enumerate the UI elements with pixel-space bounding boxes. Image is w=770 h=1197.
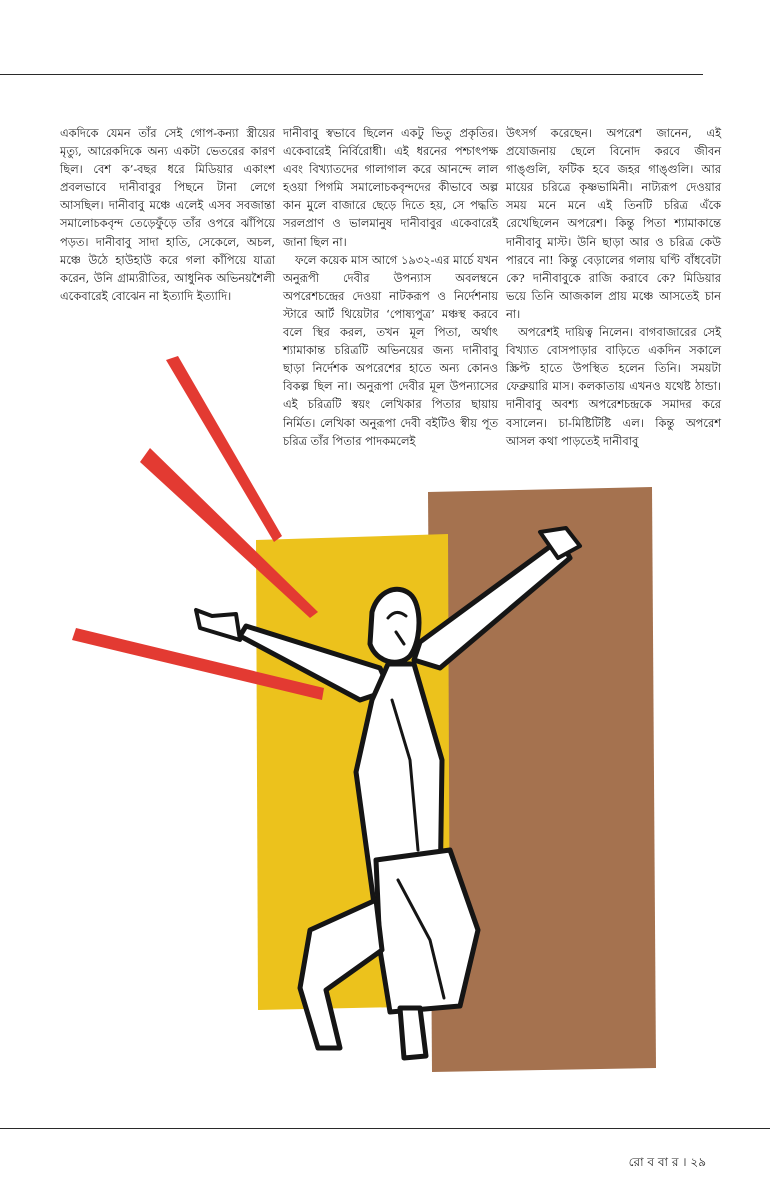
footer-separator: । [682,1155,687,1169]
page-footer [629,1154,706,1174]
magazine-name: রো ব বা র [628,1155,679,1169]
yellow-paper-sheet [256,534,450,1010]
text-column-1 [60,124,275,305]
page-number: ২৯ [690,1155,706,1169]
brown-paper-sheet [428,487,656,1072]
paragraph: উৎসর্গ করেছেন। অপরেশ জানেন, এই প্রযোজনায় ছেলে বিনোদ করবে জীবন গাঙ্গুলি, ফটিক হবে জহর গাঙ্গুলি। আর মায়ের চরিত্রে কৃষ্ণভামিনী। নাট্যরূপ দেওয়ার সময় মনে মনে এই তিনটি চরিত্র এঁকে রেখেছিলেন অপরেশ। কিন্তু পিতা শ্যামাকান্তে দানীবাবু মাস্ট। উনি ছাড়া আর ও চরিত্র কেউ পারবে না! কিন্তু বেড়ালের গলায় ঘণ্টি বাঁধবেটা কে? দানীবাবুকে রাজি করাবে কে? মিডিয়ার ভয়ে তিনি আজকাল প্রায় মঞ্চে আসতেই চান না। [506,126,721,321]
paragraph: ফলে কয়েক মাস আগে ১৯৩২-এর মার্চে যখন অনুরূপী দেবীর উপন্যাস অবলম্বনে অপরেশচন্দ্রের দেওয়া নাটকরূপ ও নির্দেশনায় স্টারে আর্ট থিয়েটার ‘পোষ্যপুত্র’ মঞ্চস্থ করবে বলে স্থির করল, তখন মূল পিতা, অর্থাৎ শ্যামাকান্ত চরিত্রটি অভিনয়ের জন্য দানীবাবু ছাড়া নির্দেশক অপরেশের হাতে অন্য কোনও বিকল্প ছিল না। অনুরূপা দেবীর মূল উপন্যাসের এই চরিত্রটি স্বয়ং লেখিকার পিতার ছায়ায় নির্মিত। লেখিকা অনুরূপা দেবী বইটিও স্বীয় পূত চরিত্র তাঁর পিতার পাদকমলেই [283,252,498,448]
red-paper-strip [166,356,282,542]
text-column-3 [506,124,721,450]
top-rule [0,74,703,75]
text-column-2 [283,124,498,450]
red-paper-strip [140,448,318,618]
bottom-rule [0,1128,770,1129]
paragraph: অপরেশই দায়িত্ব নিলেন। বাগবাজারের সেই বিখ্যাত বোসপাড়ার বাড়িতে একদিন সকালে স্ক্রিপ্ট হাতে উপস্থিত হলেন তিনি। সময়টা ফেব্রুয়ারি মাস। কলকাতায় এখনও যথেষ্ট ঠান্ডা। দানীবাবু অবশ্য অপরেশচন্দ্রকে সমাদর করে বসালেন। চা-মিষ্টিটিষ্টি এল। কিন্তু অপরেশ আসল কথা পাড়তেই দানীবাবু [506,325,721,448]
dancing-figure [196,528,580,1058]
paragraph: একদিকে যেমন তাঁর সেই গোপ-কন্যা স্ত্রীয়ের মৃত্যু, আরেকদিকে অন্য একটা ভেতরের কারণ ছিল। বেশ ক’-বছর ধরে মিডিয়ার একাংশ প্রবলভাবে দানীবাবুর পিছনে টানা লেগে আসছিল। দানীবাবু মঞ্চে এলেই এসব সবজান্তা সমালোচকবৃন্দ তেড়েফুঁড়ে তাঁর ওপরে ঝাঁপিয়ে পড়ত। দানীবাবু সাদা হাতি, সেকেলে, অচল, মঞ্চে উঠে হাউহাউ করে গলা কাঁপিয়ে যাত্রা করেন, উনি গ্রাম্যরীতির, আধুনিক অভিনয়শৈলী একেবারেই বোঝেন না ইত্যাদি ইত্যাদি। [60,126,275,303]
paragraph: দানীবাবু স্বভাবে ছিলেন একটু ভিতু প্রকৃতির। একেবারেই নির্বিরোধী। এই ধরনের পশ্চাৎপক্ষ এবং বিখ্যাতদের গালাগাল করে আনন্দে লাল হওয়া পিগমি সমালোচকবৃন্দদের কীভাবে অল্প কান মুলে বাজারে ছেড়ে দিতে হয়, সে পদ্ধতি সরলপ্রাণ ও ভালমানুষ দানীবাবুর একেবারেই জানা ছিল না। [283,126,498,249]
red-paper-strip [72,628,324,700]
